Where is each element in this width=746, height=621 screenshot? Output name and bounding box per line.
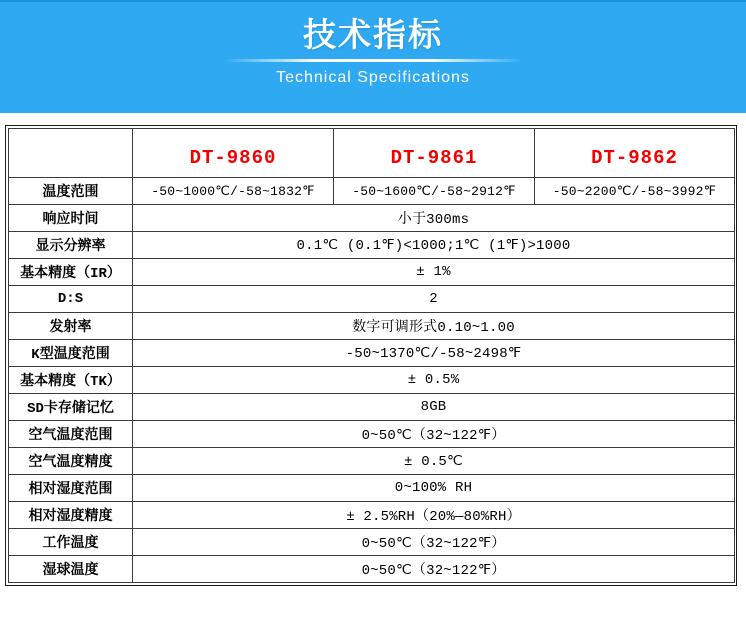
row-value-dt9861: -50~1600℃/-58~2912℉ [334,178,535,205]
row-value: 8GB [133,394,735,421]
row-value-dt9860: -50~1000℃/-58~1832℉ [133,178,334,205]
row-label: 空气温度范围 [9,421,133,448]
row-value: 0~50℃（32~122℉） [133,421,735,448]
row-label: 工作温度 [9,529,133,556]
row-label: 显示分辨率 [9,232,133,259]
table-row-humidity-accuracy [9,502,735,529]
row-label: 基本精度（TK） [9,367,133,394]
table-row-wet-bulb-temp [9,556,735,583]
table-row-emissivity [9,313,735,340]
row-label: D:S [9,286,133,313]
row-value: 数字可调形式0.10~1.00 [133,313,735,340]
spec-table-wrapper [5,125,737,586]
table-row-basic-accuracy-ir [9,259,735,286]
row-label: SD卡存储记忆 [9,394,133,421]
corner-cell [9,129,133,178]
model-header-dt9862: DT-9862 [535,129,735,178]
banner-divider-line [223,59,523,62]
table-row-temperature-range [9,178,735,205]
banner-subtitle: Technical Specifications [276,69,470,86]
row-value: 0~50℃（32~122℉） [133,529,735,556]
table-row-operating-temp [9,529,735,556]
model-header-dt9860: DT-9860 [133,129,334,178]
model-header-dt9861: DT-9861 [334,129,535,178]
table-row-humidity-range [9,475,735,502]
model-header-row [9,129,735,178]
row-value: 0~100% RH [133,475,735,502]
row-label: 湿球温度 [9,556,133,583]
row-value: ± 2.5%RH（20%—80%RH） [133,502,735,529]
row-value: ± 0.5℃ [133,448,735,475]
table-row-display-resolution [9,232,735,259]
row-label: 相对湿度范围 [9,475,133,502]
row-value: -50~1370℃/-58~2498℉ [133,340,735,367]
banner [0,0,746,113]
row-value: 2 [133,286,735,313]
row-value: 0.1℃ (0.1℉)<1000;1℃ (1℉)>1000 [133,232,735,259]
row-label: 相对湿度精度 [9,502,133,529]
row-label: 响应时间 [9,205,133,232]
row-label: 发射率 [9,313,133,340]
table-row-ds-ratio [9,286,735,313]
table-row-basic-accuracy-tk [9,367,735,394]
banner-title: 技术指标 [303,16,443,53]
row-label: 空气温度精度 [9,448,133,475]
row-value: 0~50℃（32~122℉） [133,556,735,583]
table-row-ktype-range [9,340,735,367]
row-label: 基本精度（IR） [9,259,133,286]
row-label: K型温度范围 [9,340,133,367]
row-label: 温度范围 [9,178,133,205]
row-value: 小于300ms [133,205,735,232]
row-value-dt9862: -50~2200℃/-58~3992℉ [535,178,735,205]
table-row-air-temp-accuracy [9,448,735,475]
table-row-air-temp-range [9,421,735,448]
spec-table [8,128,735,583]
table-row-response-time [9,205,735,232]
table-row-sd-card-memory [9,394,735,421]
row-value: ± 1% [133,259,735,286]
row-value: ± 0.5% [133,367,735,394]
